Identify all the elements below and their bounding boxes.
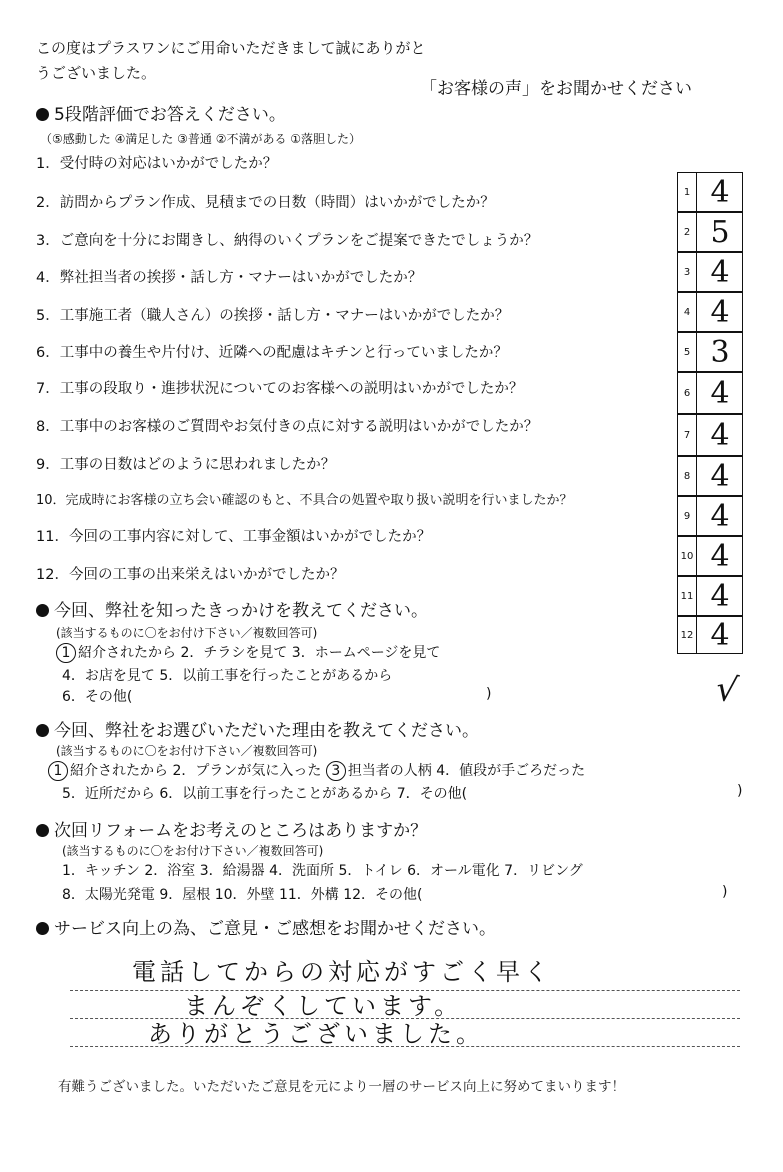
- score-box-9[interactable]: [677, 496, 743, 536]
- score-value: 4: [710, 174, 730, 210]
- section2-close: ): [486, 686, 492, 702]
- bullet-icon: [36, 604, 49, 617]
- score-value: 4: [710, 417, 730, 453]
- score-value: 4: [710, 578, 730, 614]
- bullet-icon: [36, 922, 49, 935]
- score-number: 2: [678, 213, 697, 251]
- section3-note: (該当するものに〇をお付け下さい／複数回答可): [56, 744, 318, 758]
- circled-option[interactable]: 3: [326, 761, 346, 781]
- circled-option[interactable]: 1: [48, 761, 68, 781]
- score-value: 4: [710, 498, 730, 534]
- score-number: 4: [678, 293, 697, 331]
- section4-line1: 1．キッチン 2．浴室 3．給湯器 4．洗面所 5．トイレ 6．オール電化 7．リビング: [62, 863, 583, 879]
- section2-title-text: 今回、弊社を知ったきっかけを教えてください。: [54, 601, 428, 621]
- score-box-1[interactable]: [677, 172, 743, 212]
- section1-title: [36, 100, 286, 125]
- rating-scale: （⑤感動した ④満足した ③普通 ②不満がある ①落胆した）: [40, 132, 362, 146]
- section5-title-text: サービス向上の為、ご意見・ご感想をお聞かせください。: [54, 919, 496, 939]
- score-value: 4: [710, 458, 730, 494]
- bullet-icon: [36, 108, 49, 121]
- footer-text: 有難うございました。いただいたご意見を元により一層のサービス向上に努めてまいります！: [58, 1079, 625, 1095]
- question-12: 12．今回の工事の出来栄えはいかがでしたか？: [36, 567, 345, 583]
- score-value: 4: [710, 294, 730, 330]
- question-11: 11．今回の工事内容に対して、工事金額はいかがでしたか？: [36, 529, 432, 545]
- question-8: 8．工事中のお客様のご質問やお気付きの点に対する説明はいかがでしたか？: [36, 419, 539, 435]
- section4-title-text: 次回リフォームをお考えのところはありますか？: [54, 821, 428, 841]
- section3-line2: 5．近所だから 6．以前工事を行ったことがあるから 7．その他(: [62, 786, 468, 802]
- question-2: 2．訪問からプラン作成、見積までの日数（時間）はいかがでしたか？: [36, 195, 495, 211]
- section5-title: [36, 914, 496, 939]
- comment-text-1: 電話してからの対応がすごく早く: [132, 958, 552, 986]
- score-value: 4: [710, 617, 730, 653]
- score-box-3[interactable]: [677, 252, 743, 292]
- score-number: 8: [678, 457, 697, 495]
- score-box-5[interactable]: [677, 332, 743, 372]
- score-box-7[interactable]: [677, 414, 743, 456]
- question-3: 3．ご意向を十分にお聞きし、納得のいくプランをご提案できたでしょうか？: [36, 233, 539, 249]
- score-number: 9: [678, 497, 697, 535]
- voice-title: 「お客様の声」をお聞かせください: [420, 79, 692, 99]
- score-value: 4: [710, 254, 730, 290]
- score-box-11[interactable]: [677, 576, 743, 616]
- score-box-10[interactable]: [677, 536, 743, 576]
- question-5: 5．工事施工者（職人さん）の挨拶・話し方・マナーはいかがでしたか？: [36, 308, 510, 324]
- question-4: 4．弊社担当者の挨拶・話し方・マナーはいかがでしたか？: [36, 270, 423, 286]
- check-mark-icon: √: [713, 668, 741, 712]
- bullet-icon: [36, 724, 49, 737]
- score-number: 1: [678, 173, 697, 211]
- score-box-12[interactable]: [677, 616, 743, 654]
- score-box-2[interactable]: [677, 212, 743, 252]
- section4-note: (該当するものに〇をお付け下さい／複数回答可): [62, 844, 324, 858]
- score-number: 3: [678, 253, 697, 291]
- question-6: 6．工事中の養生や片付け、近隣への配慮はキチンと行っていましたか？: [36, 345, 508, 361]
- score-value: 5: [710, 214, 730, 250]
- score-box-8[interactable]: [677, 456, 743, 496]
- section3-line1a: 紹介されたから 2．プランが気に入った: [70, 763, 322, 779]
- section3-line1: [48, 760, 585, 781]
- section2-note: (該当するものに〇をお付け下さい／複数回答可): [56, 626, 318, 640]
- question-9: 9．工事の日数はどのように思われましたか？: [36, 457, 336, 473]
- section1-title-text: 5段階評価でお答えください。: [54, 105, 286, 125]
- score-box-6[interactable]: [677, 372, 743, 414]
- section3-title: [36, 716, 479, 741]
- score-number: 12: [678, 617, 697, 653]
- section2-title: [36, 596, 428, 621]
- section3-line1b: 担当者の人柄 4．値段が手ごろだった: [347, 763, 586, 779]
- score-value: 3: [710, 334, 730, 370]
- bullet-icon: [36, 824, 49, 837]
- circled-option[interactable]: 1: [56, 643, 76, 663]
- section4-close: ): [722, 884, 728, 900]
- section2-line1: [56, 642, 440, 663]
- comment-text-3: ありがとうございました。: [148, 1020, 484, 1048]
- score-number: 5: [678, 333, 697, 371]
- question-1: 1．受付時の対応はいかがでしたか？: [36, 156, 278, 172]
- score-value: 4: [710, 538, 730, 574]
- section4-title: [36, 816, 427, 841]
- section2-line3: 6．その他(: [62, 689, 133, 705]
- score-box-4[interactable]: [677, 292, 743, 332]
- comment-text-2: まんぞくしています。: [184, 992, 463, 1020]
- question-10: 10．完成時にお客様の立ち会い確認のもと、不具合の処置や取り扱い説明を行いましたか？: [36, 493, 573, 508]
- section4-line2: 8．太陽光発電 9．屋根 10．外壁 11．外構 12．その他(: [62, 887, 423, 903]
- score-number: 11: [678, 577, 697, 615]
- section2-line2: 4．お店を見て 5．以前工事を行ったことがあるから: [62, 668, 393, 684]
- question-7: 7．工事の段取り・進捗状況についてのお客様への説明はいかがでしたか？: [36, 381, 524, 397]
- intro-text: この度はプラスワンにご用命いただきまして誠にありがとうございました。: [36, 39, 426, 82]
- score-number: 6: [678, 373, 697, 413]
- section3-title-text: 今回、弊社をお選びいただいた理由を教えてください。: [54, 721, 479, 741]
- section2-line1-text: 紹介されたから 2．チラシを見て 3．ホームページを見て: [78, 645, 441, 661]
- score-number: 10: [678, 537, 697, 575]
- score-number: 7: [678, 415, 697, 455]
- score-value: 4: [710, 375, 730, 411]
- section3-close: ): [737, 783, 743, 799]
